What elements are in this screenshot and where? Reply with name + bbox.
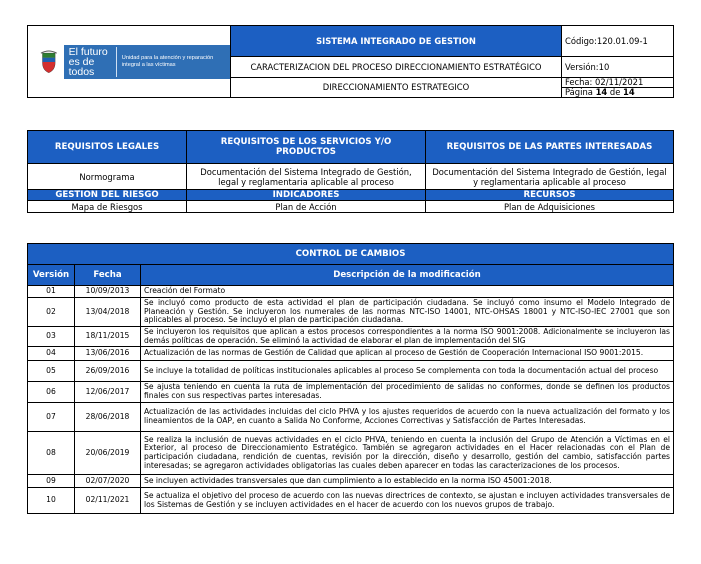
logo-cell [28, 26, 231, 98]
logo-unit-text: Unidad para la atención y reparación integral a las víctimas [121, 55, 214, 68]
row-date: 12/06/2017 [75, 382, 141, 403]
row-version: 04 [28, 347, 75, 361]
row-version: 03 [28, 327, 75, 347]
row-description: Se incluye la totalidad de políticas institucionales aplicables al proceso Se complementa con toda la documentación actual del proceso [141, 361, 674, 382]
row-description: Se incluyen actividades transversales que dan cumplimiento a lo establecido en la norma ISO 45001:2018. [141, 475, 674, 488]
indicators-value: Plan de Acción [187, 201, 426, 213]
table-row [28, 298, 674, 327]
table-row [28, 347, 674, 361]
row-date: 13/06/2016 [75, 347, 141, 361]
indicators-header: INDICADORES [187, 190, 426, 201]
row-description: Se actualiza el objetivo del proceso de acuerdo con las nuevas directrices de contexto, se ajustan e incluyen actividades transversales de los Sistemas de Gestión y se incluyen actividades en el hacer de acuerdo con los nuevos grupos de trabajo. [141, 488, 674, 514]
process-title: CARACTERIZACION DEL PROCESO DIRECCIONAMIENTO ESTRATÉGICO [231, 57, 562, 78]
table-row [28, 432, 674, 475]
risk-management-header: GESTIÓN DEL RIESGO [28, 190, 187, 201]
change-control-table [27, 243, 674, 514]
table-row [28, 475, 674, 488]
row-date: 18/11/2015 [75, 327, 141, 347]
stakeholder-requirements-header: REQUISITOS DE LAS PARTES INTERESADAS [426, 131, 674, 164]
document-version: Versión:10 [562, 57, 674, 78]
resources-header: RECURSOS [426, 190, 674, 201]
service-requirements-header: REQUISITOS DE LOS SERVICIOS Y/O PRODUCTOS [187, 131, 426, 164]
page-number: Página 14 de 14 [562, 87, 673, 97]
risk-management-value: Mapa de Riesgos [28, 201, 187, 213]
date-page-cell [562, 78, 674, 98]
system-title: SISTEMA INTEGRADO DE GESTION [231, 26, 562, 57]
row-description: Creación del Formato [141, 286, 674, 298]
row-date: 02/07/2020 [75, 475, 141, 488]
row-description: Se realiza la inclusión de nuevas actividades en el ciclo PHVA, teniendo en cuenta la inclusión del Grupo de Atención a Víctimas en el Exterior, al proceso de Direccionamiento Estratégico. También se agregaron actividades en el Hacer relacionadas con el Plan de participación ciudadana, rendición de cuentas, revisión por la dirección, diseño y desarrollo, gestión del cambio, satisfacción partes interesadas; se agregaron actividades obligatorias las cuales deben aparecer en todas las caracterizaciones de los procesos. [141, 432, 674, 475]
requirements-table [27, 130, 674, 213]
row-description: Actualización de las actividades incluidas del ciclo PHVA y los ajustes requeridos de acuerdo con la nueva actualización del formato y los lineamientos de la OAP, en cuanto a Salida No Conforme, Acciones Correctivas y Satisfacción de Partes Interesadas. [141, 403, 674, 432]
row-date: 26/09/2016 [75, 361, 141, 382]
row-description: Se ajusta teniendo en cuenta la ruta de implementación del procedimiento de salidas no conformes, donde se definen los productos finales con sus respectivas partes interesadas. [141, 382, 674, 403]
row-date: 10/09/2013 [75, 286, 141, 298]
stakeholder-requirements-value: Documentación del Sistema Integrado de Gestión, legal y reglamentaria aplicable al proceso [426, 164, 674, 190]
document-date: Fecha: 02/11/2021 [565, 77, 644, 87]
table-row [28, 286, 674, 298]
el-futuro-logo [64, 45, 230, 79]
row-date: 02/11/2021 [75, 488, 141, 514]
row-version: 05 [28, 361, 75, 382]
row-version: 10 [28, 488, 75, 514]
table-row [28, 361, 674, 382]
row-version: 01 [28, 286, 75, 298]
logo-brand-text: El futuro es de todos [64, 47, 117, 77]
row-date: 28/06/2018 [75, 403, 141, 432]
legal-requirements-header: REQUISITOS LEGALES [28, 131, 187, 164]
change-control-title: CONTROL DE CAMBIOS [28, 244, 674, 265]
row-version: 07 [28, 403, 75, 432]
process-area: DIRECCIONAMIENTO ESTRATEGICO [231, 78, 562, 98]
table-row [28, 382, 674, 403]
version-column-header: Versión [28, 265, 75, 286]
colombia-coat-of-arms-icon [40, 49, 58, 75]
row-date: 20/06/2019 [75, 432, 141, 475]
service-requirements-value: Documentación del Sistema Integrado de Gestión, legal y reglamentaria aplicable al proceso [187, 164, 426, 190]
document-header [27, 25, 674, 98]
description-column-header: Descripción de la modificación [141, 265, 674, 286]
date-column-header: Fecha [75, 265, 141, 286]
resources-value: Plan de Adquisiciones [426, 201, 674, 213]
row-description: Se incluyeron los requisitos que aplican a estos procesos correspondientes a la norma ISO 9001:2008. Adicionalmente se incluyeron las demás políticas de operación. Se eliminó la actividad de elaborar el plan de implementación del SIG [141, 327, 674, 347]
row-version: 02 [28, 298, 75, 327]
table-row [28, 403, 674, 432]
row-version: 08 [28, 432, 75, 475]
legal-requirements-value: Normograma [28, 164, 187, 190]
table-row [28, 488, 674, 514]
row-description: Se incluyó como producto de esta actividad el plan de participación ciudadana. Se incluyó como insumo el Modelo Integrado de Planeación y Gestión. Se incluyeron los numerales de las normas NTC-ISO 14001, NTC-OHSAS 18001 y NTC-ISO-IEC 27001 que son aplicables al proceso. Se incluyó el plan de participación ciudadana. [141, 298, 674, 327]
row-description: Actualización de las normas de Gestión de Calidad que aplican al proceso de Gestión de Cooperación Internacional ISO 9001:2015. [141, 347, 674, 361]
row-version: 06 [28, 382, 75, 403]
document-code: Código:120.01.09-1 [562, 26, 674, 57]
row-version: 09 [28, 475, 75, 488]
row-date: 13/04/2018 [75, 298, 141, 327]
table-row [28, 327, 674, 347]
